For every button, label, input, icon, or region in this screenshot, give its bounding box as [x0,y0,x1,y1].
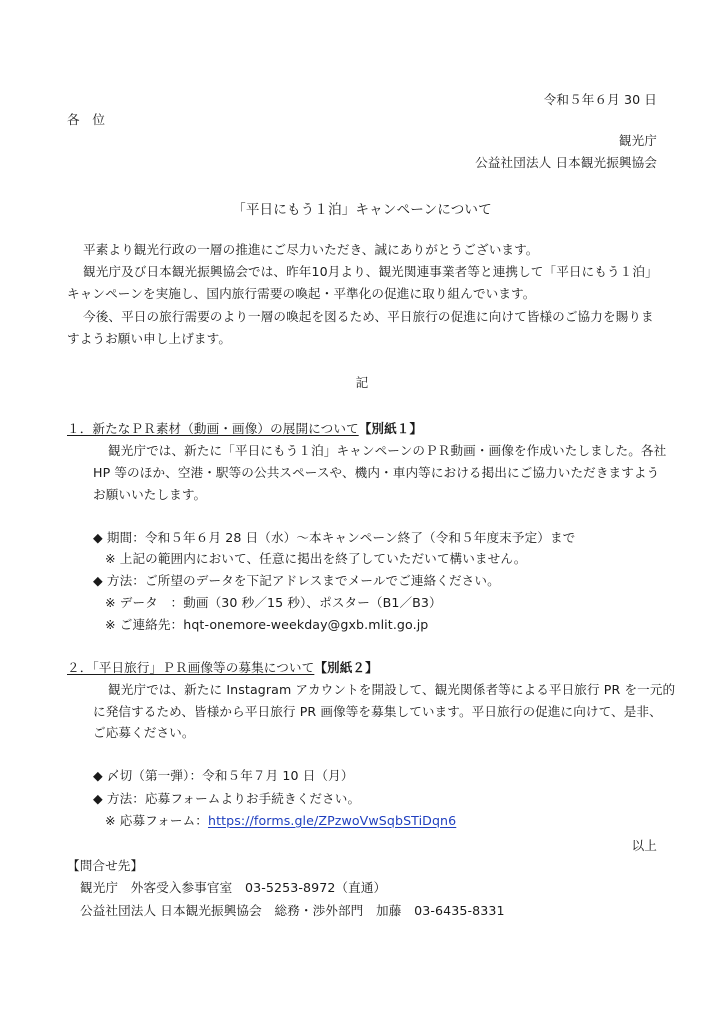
contact-line-jta: 観光庁 外客受入参事官室 03-5253-8972（直通） [80,880,387,895]
section-1-method: ◆ 方法：ご所望のデータを下記アドレスまでメールでご連絡ください。 [93,573,500,588]
intro-line: 今後、平日の旅行需要のより一層の喚起を図るため、平日旅行の促進に向けて皆様のご協力を賜りま [83,309,654,324]
ki-marker: 記 [355,375,369,390]
contact-line-jnto: 公益社団法人 日本観光振興協会 総務・渉外部門 加藤 03-6435-8331 [80,903,505,918]
intro-line: キャンペーンを実施し、国内旅行需要の喚起・平準化の促進に取り組んでいます。 [67,286,536,301]
section-1-contact-label: ※ ご連絡先： [105,617,184,632]
application-form-link[interactable]: https://forms.gle/ZPzwoVwSqbSTiDqn6 [207,813,457,828]
contact-email-link[interactable]: hqt-onemore-weekday@gxb.mlit.go.jp [183,617,429,632]
section-1-tag: 【別紙１】 [358,421,423,436]
section-2-heading [67,660,378,676]
section-1-heading-text: １．新たなＰＲ素材（動画・画像）の展開について [67,421,359,436]
section-1-contact [105,617,428,633]
section-2-tag: 【別紙２】 [314,660,378,675]
section-1-period: ◆ 期間：令和５年６月 28 日（水）～本キャンペーン終了（令和５年度末予定）まで [93,530,576,545]
section-1-body-line: 観光庁では、新たに「平日にもう１泊」キャンペーンのＰＲ動画・画像を作成いたしました。各社 [108,443,667,458]
section-1-heading [67,421,422,437]
issuer-jnto: 公益社団法人 日本観光振興協会 [475,155,657,170]
section-1-period-note: ※ 上記の範囲内において、任意に掲出を終了していただいて構いません。 [105,551,527,566]
section-2-body-line: 観光庁では、新たに Instagram アカウントを開設して、観光関係者等による平日旅行 PR を一元的 [108,682,676,697]
section-2-body-line: ご応募ください。 [93,725,195,740]
section-1-data: ※ データ ：動画（30 秒／15 秒）、ポスター（B1／B3） [105,595,442,610]
document-date: 令和５年６月 30 日 [543,92,657,107]
section-2-heading-text: ２．「平日旅行」ＰＲ画像等の募集について [67,660,315,675]
intro-line: 平素より観光行政の一層の推進にご尽力いただき、誠にありがとうございます。 [83,242,539,257]
section-2-body-line: に発信するため、皆様から平日旅行 PR 画像等を募集しています。平日旅行の促進に向けて、是非、 [93,704,662,719]
section-1-body-line: お願いいたします。 [93,487,207,502]
closing-mark: 以上 [631,838,657,853]
section-2-form-label: ※ 応募フォーム： [105,813,208,828]
section-2-method: ◆ 方法：応募フォームよりお手続きください。 [93,791,361,806]
intro-line: すようお願い申し上げます。 [67,331,232,346]
section-1-body-line: HP 等のほか、空港・駅等の公共スペースや、機内・車内等における掲出にご協力いただきますよう [93,465,660,480]
intro-line: 観光庁及び日本観光振興協会では、昨年10月より、観光関連事業者等と連携して「平日にもう１泊」 [83,264,658,279]
addressee: 各 位 [67,112,106,127]
section-2-deadline: ◆ 〆切（第一弾）：令和５年７月 10 日（月） [93,768,354,783]
issuer-jta: 観光庁 [618,133,657,148]
document-title: 「平日にもう１泊」キャンペーンについて [232,202,492,218]
section-2-form [105,813,456,829]
contact-heading: 【問合せ先】 [67,858,144,873]
